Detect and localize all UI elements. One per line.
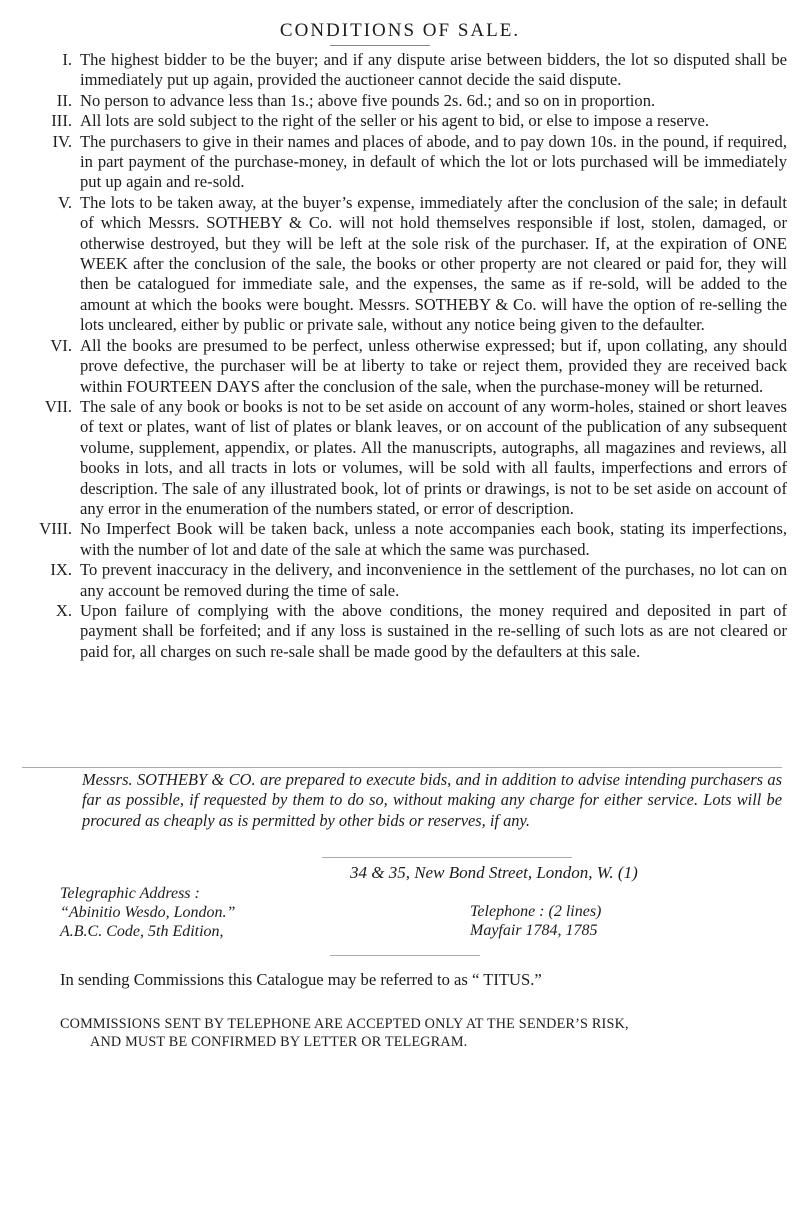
condition-item <box>22 560 787 601</box>
condition-item <box>22 193 787 336</box>
condition-item <box>22 397 787 519</box>
condition-text: The purchasers to give in their names and places of abode, and to pay down 10s. in the pound, if required, in part payment of the purchase-money, in default of which the lot or lots purchased will be immediately put up again and re-sold. <box>80 131 787 192</box>
title-divider <box>330 45 430 46</box>
note-divider <box>322 857 572 858</box>
condition-item <box>22 336 787 397</box>
condition-item <box>22 111 787 131</box>
condition-text: All lots are sold subject to the right of the seller or his agent to bid, or else to impose a reserve. <box>80 111 710 131</box>
condition-number: VI. <box>50 335 72 355</box>
telegraph-label: Telegraphic Address : <box>60 885 200 902</box>
contact-divider <box>330 955 480 956</box>
condition-item <box>22 91 787 111</box>
notice-line: COMMISSIONS SENT BY TELEPHONE ARE ACCEPTED ONLY AT THE SENDER’S RISK, <box>60 1016 629 1032</box>
notice-line: AND MUST BE CONFIRMED BY LETTER OR TELEGRAM. <box>90 1034 468 1050</box>
telegraph-value: “Abinitio Wesdo, London.” <box>60 904 236 921</box>
condition-number: IX. <box>50 560 72 580</box>
condition-text: No person to advance less than 1s.; above five pounds 2s. 6d.; and so on in proportion. <box>80 90 656 110</box>
telephone-commissions-notice <box>60 1015 800 1051</box>
telephone-label: Telephone : (2 lines) <box>470 903 602 920</box>
condition-number: IV. <box>52 131 72 151</box>
section-divider <box>22 767 782 768</box>
condition-item <box>22 519 787 560</box>
condition-text: The lots to be taken away, at the buyer’s expense, immediately after the conclusion of the sale; in default of which Messrs. SOTHEBY & Co. will not hold themselves responsible if lost, stolen, damaged, or otherwise destroyed, but they will be left at the sole risk of the purchaser. If, at the expiration of ONE WEEK after the conclusion of the sale, the books or other property are not cleared or paid for, they will then be catalogued for immediate sale, and the expenses, the same as if re-sold, will be added to the amount at which the books were bought. Messrs. SOTHEBY & Co. will have the option of re-selling the lots uncleared, either by public or private sale, without any notice being given to the defaulter. <box>80 192 787 335</box>
condition-number: VIII. <box>39 519 72 539</box>
commission-note: Messrs. SOTHEBY & CO. are prepared to execute bids, and in addition to advise intending purchasers as far as possible, if requested by them to do so, without making any charge for either service. Lots will be procured as cheaply as is permitted by other bids or reserves, if any. <box>82 770 782 830</box>
condition-text: The sale of any book or books is not to be set aside on account of any worm-holes, stained or short leaves of text or plates, want of list of plates or blank leaves, or on account of the publication of any subsequent volume, supplement, appendix, or plates. All the manuscripts, autographs, all magazines and reviews, all books in lots, and all tracts in lots or volumes, will be sold with all faults, imperfections and errors of description. The sale of any illustrated book, lot of prints or drawings, is not to be set aside on account of any error in the enumeration of the numbers stated, or error of description. <box>80 396 787 518</box>
telephone-info <box>470 902 800 940</box>
condition-number: VII. <box>44 396 72 416</box>
condition-number: III. <box>51 111 72 131</box>
condition-number: X. <box>55 600 72 620</box>
telegraph-code: A.B.C. Code, 5th Edition, <box>60 923 224 940</box>
condition-text: Upon failure of complying with the above conditions, the money required and deposited in part of payment shall be forfeited; and if any loss is sustained in the re-selling of such lots as are not cleared or paid for, all charges on such re-sale shall be made good by the defaulters at this sale. <box>80 600 787 661</box>
condition-text: All the books are presumed to be perfect, unless otherwise expressed; but if, upon collating, any should prove defective, the purchaser will be at liberty to take or reject them, provided they are received back within FOURTEEN DAYS after the conclusion of the sale, when the purchase-money will be returned. <box>80 335 787 396</box>
condition-text: The highest bidder to be the buyer; and if any dispute arise between bidders, the lot so disputed shall be immediately put up again, provided the auctioneer cannot decide the said dispute. <box>80 50 787 90</box>
catalogue-reference: In sending Commissions this Catalogue may be referred to as “ TITUS.” <box>60 970 542 989</box>
page-title: CONDITIONS OF SALE. <box>279 20 521 41</box>
condition-number: II. <box>56 90 72 110</box>
condition-item <box>22 601 787 662</box>
condition-number: V. <box>58 192 72 212</box>
street-address: 34 & 35, New Bond Street, London, W. (1) <box>350 863 638 882</box>
condition-item <box>22 132 787 193</box>
telegraphic-address <box>60 884 390 941</box>
conditions-list <box>22 50 787 662</box>
condition-text: To prevent inaccuracy in the delivery, and inconvenience in the settlement of the purchases, no lot can on any account be removed during the time of sale. <box>80 560 787 600</box>
condition-text: No Imperfect Book will be taken back, unless a note accompanies each book, stating its imperfections, with the number of lot and date of the sale at which the same was purchased. <box>80 519 787 559</box>
telephone-numbers: Mayfair 1784, 1785 <box>470 922 598 939</box>
condition-item <box>22 50 787 91</box>
condition-number: I. <box>62 50 72 69</box>
